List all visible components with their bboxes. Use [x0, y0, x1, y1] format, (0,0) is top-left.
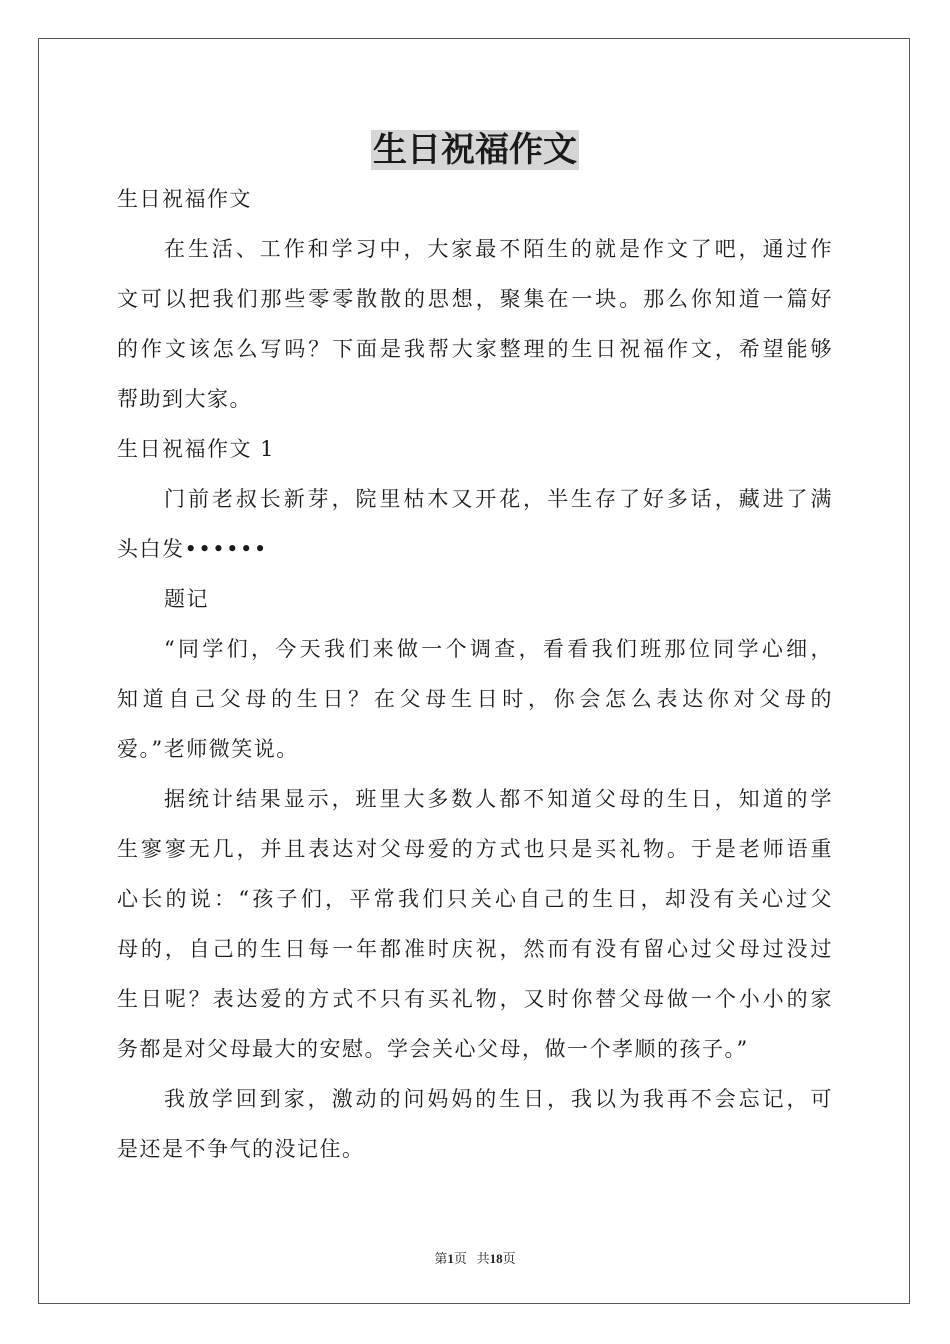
text-line: “同学们，今天我们来做一个调查，看看我们班那位同学心细， [164, 637, 833, 661]
text-line: 是还是不争气的没记住。 [117, 1137, 365, 1161]
text-line: 生寥寥无几，并且表达对父母爱的方式也只是买礼物。于是老师语重 [117, 837, 833, 861]
text-line: 据统计结果显示，班里大多数人都不知道父母的生日，知道的学 [164, 787, 833, 811]
text-line: 心长的说：“孩子们，平常我们只关心自己的生日，却没有关心过父 [117, 887, 833, 911]
text-line: 文可以把我们那些零零散散的思想，聚集在一块。那么你知道一篇好 [117, 287, 833, 311]
text-line: 务都是对父母最大的安慰。学会关心父母，做一个孝顺的孩子。” [117, 1037, 749, 1061]
text-line: 生日祝福作文 [117, 187, 252, 211]
text-line: 的作文该怎么写吗？下面是我帮大家整理的生日祝福作文，希望能够 [117, 337, 833, 361]
text-line: 题记 [164, 587, 209, 611]
text-line: 帮助到大家。 [117, 387, 252, 411]
page-footer [0, 1248, 950, 1267]
document-body [117, 174, 833, 1174]
text-line: 爱。”老师微笑说。 [117, 737, 299, 761]
footer-total-prefix: 共 [476, 1251, 490, 1266]
document-title [0, 126, 950, 174]
text-line: 知道自己父母的生日？在父母生日时，你会怎么表达你对父母的 [117, 687, 833, 711]
text-line: 头白发•••••• [117, 537, 268, 561]
footer-total-suffix: 页 [502, 1251, 516, 1266]
document-title-text: 生日祝福作文 [373, 130, 577, 170]
text-line: 在生活、工作和学习中，大家最不陌生的就是作文了吧，通过作 [164, 237, 833, 261]
footer-page-number: 1 [447, 1251, 454, 1266]
footer-page-suffix: 页 [453, 1251, 467, 1266]
footer-total-pages: 18 [489, 1251, 503, 1266]
text-line: 生日祝福作文 1 [117, 437, 276, 461]
text-line: 母的，自己的生日每一年都准时庆祝，然而有没有留心过父母过没过 [117, 937, 833, 961]
footer-prefix: 第 [434, 1251, 448, 1266]
text-line: 生日呢？表达爱的方式不只有买礼物，又时你替父母做一个小小的家 [117, 987, 833, 1011]
text-line: 门前老叔长新芽，院里枯木又开花，半生存了好多话，藏进了满 [164, 487, 833, 511]
text-line: 我放学回到家，激动的问妈妈的生日，我以为我再不会忘记，可 [164, 1087, 833, 1111]
